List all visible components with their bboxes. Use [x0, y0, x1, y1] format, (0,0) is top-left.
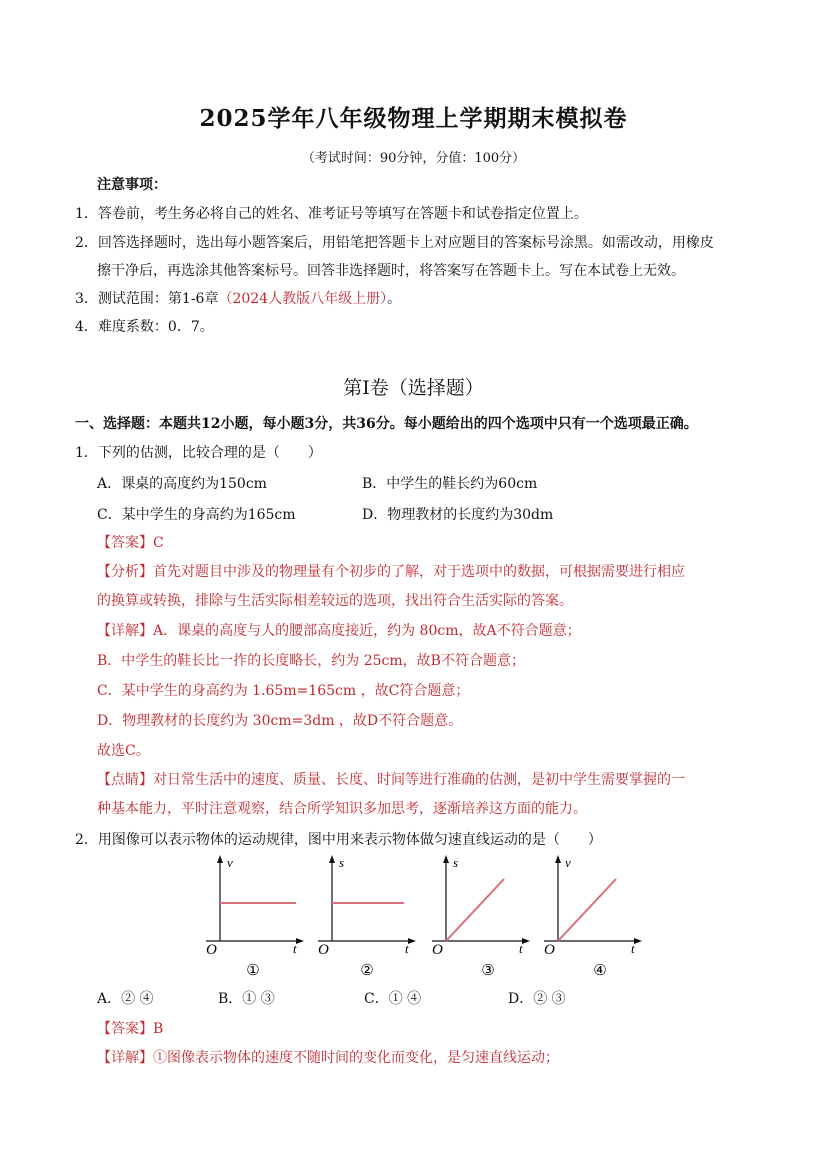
q1-analysis-line-1: 【分析】首先对题目中涉及的物理量有个初步的了解，对于选项中的数据，可根据需要进行相应 — [97, 564, 685, 580]
graph-caption: ② — [360, 961, 374, 979]
graph-4 — [538, 853, 648, 983]
graph-caption: ④ — [593, 961, 607, 979]
x-axis-arrow — [408, 938, 416, 944]
q1-detail-line-3: C．某中学生的身高约为 1.65m=165cm ，故C符合题意； — [97, 683, 470, 699]
y-label: v — [227, 855, 233, 870]
graph-line — [558, 879, 616, 941]
q2-option-d: D．② ③ — [508, 991, 566, 1007]
exam-info: （考试时间：90分钟，分值：100分） — [301, 151, 526, 166]
q1-comment-line-2: 种基本能力，平时注意观察，结合所学知识多加思考，逐渐培养这方面的能力。 — [97, 801, 587, 817]
x-label: t — [631, 941, 635, 956]
origin-label: O — [432, 942, 443, 958]
q1-option-d: D．物理教材的长度约为30dm — [362, 507, 554, 523]
note-item-3 — [75, 289, 401, 309]
graph-2 — [312, 853, 422, 983]
q2-stem: 2．用图像可以表示物体的运动规律，图中用来表示物体做匀速直线运动的是（ ） — [75, 832, 602, 848]
q1-conclusion: 故选C。 — [97, 743, 150, 759]
y-axis-arrow — [217, 855, 223, 863]
x-label: t — [519, 941, 523, 956]
q1-stem: 1．下列的估测，比较合理的是（ ） — [75, 445, 322, 461]
graph-caption: ① — [246, 961, 260, 979]
q1-option-c: C．某中学生的身高约为165cm — [97, 507, 296, 523]
section-title: 第Ⅰ卷（选择题） — [343, 377, 484, 399]
q1-option-a: A．课桌的高度约为150cm — [97, 476, 267, 492]
note-item-2-line-1: 2．回答选择题时，选出每小题答案后，用铅笔把答题卡上对应题目的答案标号涂黑。如需改动，用橡皮 — [75, 235, 714, 251]
y-label: v — [565, 855, 571, 870]
graph-3 — [426, 853, 536, 983]
x-label: t — [293, 941, 297, 956]
q1-detail-line-4: D．物理教材的长度约为 30cm=3dm ，故D不符合题意。 — [97, 713, 463, 729]
x-label: t — [405, 941, 409, 956]
graph-line — [446, 879, 504, 941]
y-axis-arrow — [329, 855, 335, 863]
q1-detail-line-2: B．中学生的鞋长比一拃的长度略长，约为 25cm，故B不符合题意； — [97, 653, 525, 669]
x-axis-arrow — [522, 938, 530, 944]
note-item-3-end: 。 — [387, 291, 402, 307]
x-axis-arrow — [634, 938, 642, 944]
q2-detail-line-1: 【详解】①图像表示物体的速度不随时间的变化而变化，是匀速直线运动； — [97, 1050, 559, 1066]
q1-answer: 【答案】C — [97, 535, 164, 551]
note-item-2-line-2: 擦干净后，再选涂其他答案标号。回答非选择题时，将答案写在答题卡上。写在本试卷上无效。 — [97, 263, 685, 279]
q2-option-c: C．① ④ — [364, 991, 422, 1007]
notes-heading: 注意事项： — [97, 177, 167, 193]
note-item-3-text: 3．测试范围：第1-6章 — [75, 291, 219, 307]
note-item-3-scope: （2024人教版八年级上册） — [218, 291, 388, 307]
graph-caption: ③ — [481, 961, 495, 979]
section-instruction: 一、选择题：本题共12小题，每小题3分，共36分。每小题给出的四个选项中只有一个选项最正确。 — [75, 416, 698, 432]
origin-label: O — [318, 942, 329, 958]
y-axis-arrow — [555, 855, 561, 863]
q2-answer: 【答案】B — [97, 1021, 164, 1037]
q1-analysis-line-2: 的换算或转换，排除与生活实际相差较远的选项，找出符合生活实际的答案。 — [97, 593, 573, 609]
y-label: s — [339, 855, 345, 870]
q2-option-a: A．② ④ — [97, 991, 154, 1007]
y-label: s — [453, 855, 459, 870]
note-item-1: 1．答卷前，考生务必将自己的姓名、准考证号等填写在答题卡和试卷指定位置上。 — [75, 206, 588, 222]
note-item-4: 4．难度系数：0．7。 — [75, 319, 214, 335]
y-axis-arrow — [443, 855, 449, 863]
q1-comment-line-1: 【点睛】对日常生活中的速度、质量、长度、时间等进行准确的估测，是初中学生需要掌握的一 — [97, 772, 685, 788]
q1-option-b: B．中学生的鞋长约为60cm — [362, 476, 538, 492]
origin-label: O — [544, 942, 555, 958]
origin-label: O — [206, 942, 217, 958]
page-title: 2025学年八年级物理上学期期末模拟卷 — [199, 105, 628, 132]
q2-option-b: B．① ③ — [218, 991, 275, 1007]
q2-graphs — [200, 853, 650, 983]
q1-detail-line-1: 【详解】A．课桌的高度与人的腰部高度接近，约为 80cm，故A不符合题意； — [97, 623, 581, 639]
x-axis-arrow — [296, 938, 304, 944]
graph-1 — [200, 853, 310, 983]
